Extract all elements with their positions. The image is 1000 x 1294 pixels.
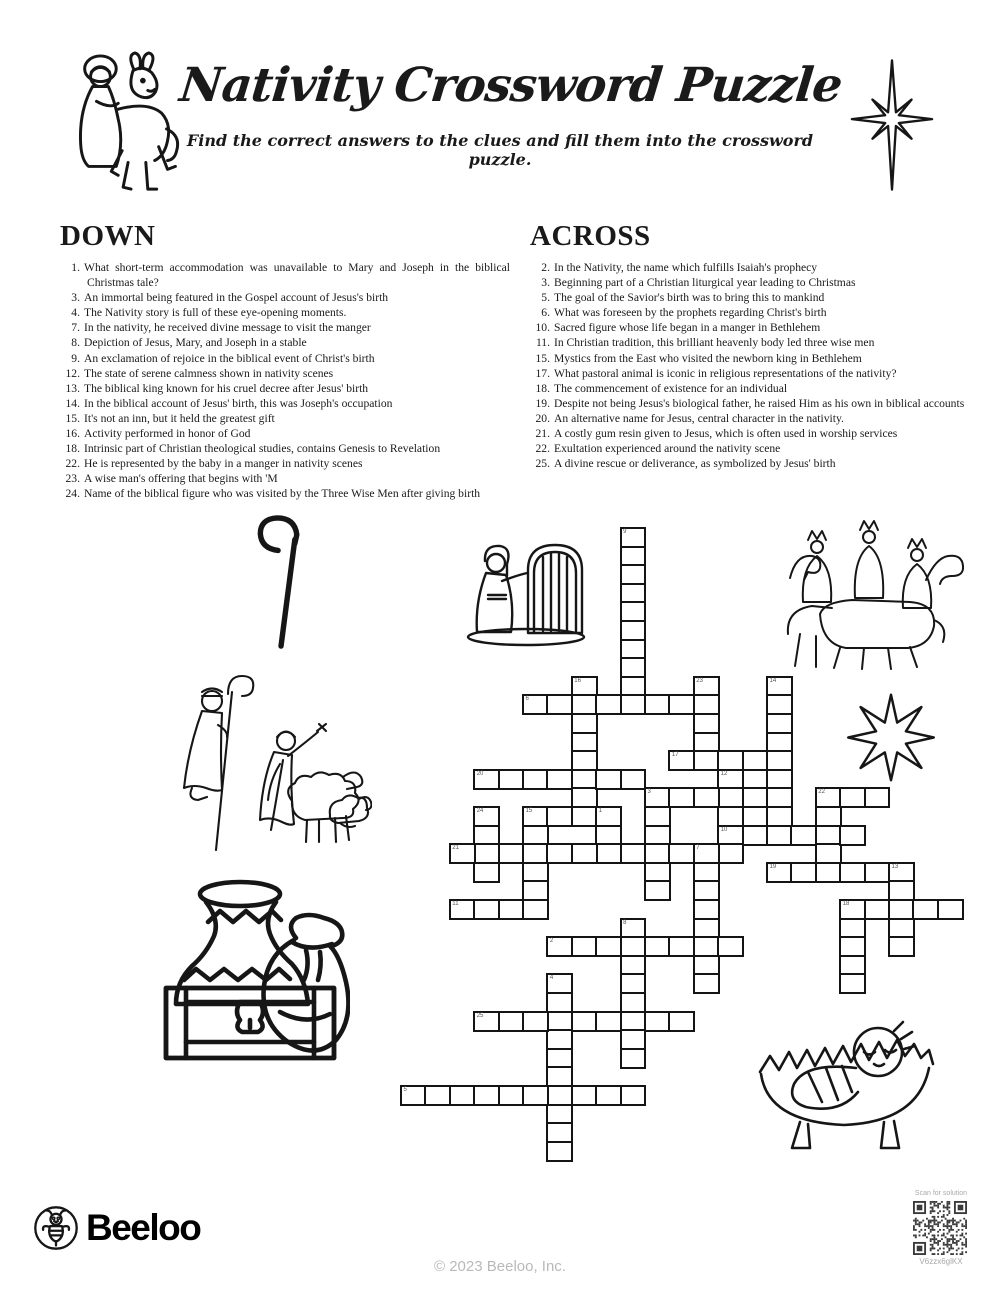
grid-cell[interactable] (546, 694, 573, 715)
grid-cell[interactable] (790, 825, 817, 846)
clue-number: 7. (71, 321, 80, 335)
clue-number: 14. (65, 396, 80, 410)
clue-number: 18. (65, 442, 80, 456)
grid-cell-number: 1 (598, 808, 603, 814)
grid-cell[interactable] (424, 1085, 451, 1106)
grid-cell[interactable] (620, 843, 647, 864)
grid-cell[interactable] (644, 694, 671, 715)
clue-number: 9. (71, 351, 80, 365)
grid-cell-number: 4 (549, 975, 554, 982)
clue-number: 24. (65, 487, 80, 501)
grid-cell[interactable] (595, 769, 622, 790)
grid-cell[interactable] (668, 750, 695, 771)
shepherd-crook-illustration (248, 512, 318, 650)
grid-cell-number: 9 (623, 529, 627, 535)
grid-cell[interactable] (644, 936, 671, 957)
copyright-text: © 2023 Beeloo, Inc. (434, 1258, 566, 1275)
grid-cell-number: 15 (525, 808, 533, 814)
grid-cell[interactable] (595, 1085, 622, 1106)
clue-item: 24. Name of the biblical figure who was visited by the Three Wise Men after giving birth (60, 486, 510, 501)
grid-cell[interactable] (595, 694, 622, 715)
clue-item: 8. Depiction of Jesus, Mary, and Joseph in a stable (60, 335, 510, 350)
grid-cell-number: 10 (720, 826, 728, 833)
clue-item: 14. In the biblical account of Jesus' birth, this was Joseph's occupation (60, 396, 510, 411)
clue-number: 13. (65, 381, 80, 395)
clue-item: 23. A wise man's offering that begins with 'M (60, 471, 510, 486)
qr-code-text: V6zzx6glKX (919, 1257, 963, 1266)
grid-cell[interactable] (742, 825, 769, 846)
grid-cell-number: 2 (549, 938, 554, 945)
grid-cell[interactable] (839, 787, 866, 808)
grid-cell[interactable] (668, 843, 695, 864)
grid-cell[interactable] (449, 843, 476, 864)
clue-item: 10. Sacred figure whose life began in a manger in Bethlehem (530, 320, 985, 335)
clue-item: 9. An exclamation of rejoice in the biblical event of Christ's birth (60, 351, 510, 366)
grid-cell[interactable] (522, 769, 549, 790)
clue-item: 18. Intrinsic part of Christian theological studies, contains Genesis to Revelation (60, 441, 510, 456)
grid-cell[interactable] (839, 862, 866, 883)
clue-item: 21. A costly gum resin given to Jesus, which is often used in worship services (530, 426, 985, 441)
grid-cell[interactable] (937, 899, 964, 920)
clue-number: 10. (535, 321, 550, 335)
grid-cell[interactable] (473, 1011, 500, 1032)
grid-cell[interactable] (766, 825, 793, 846)
clue-item: 17. What pastoral animal is iconic in religious representations of the nativity? (530, 366, 985, 381)
grid-cell[interactable] (595, 1011, 622, 1032)
grid-cell-number: 25 (476, 1012, 484, 1019)
grid-cell[interactable] (449, 899, 476, 920)
grid-cell[interactable] (571, 936, 598, 957)
clue-item: 4. The Nativity story is full of these eye-opening moments. (60, 305, 510, 320)
clue-number: 3. (541, 276, 550, 290)
clue-number: 16. (65, 427, 80, 441)
grid-cell-number: 5 (403, 1087, 407, 1093)
clue-number: 21. (535, 427, 550, 441)
grid-cell[interactable] (571, 806, 598, 827)
grid-cell[interactable] (790, 862, 817, 883)
clue-number: 22. (65, 457, 80, 471)
qr-code (913, 1201, 967, 1255)
grid-cell[interactable] (717, 843, 744, 864)
grid-cell[interactable] (668, 694, 695, 715)
beeloo-bee-logo-icon (33, 1205, 79, 1251)
grid-cell[interactable] (864, 787, 891, 808)
grid-cell[interactable] (546, 843, 573, 864)
grid-cell-number: 20 (476, 770, 484, 777)
grid-cell[interactable] (473, 1085, 500, 1106)
grid-cell-number: 7 (696, 845, 700, 852)
shepherds-with-sheep-illustration (170, 668, 372, 854)
clue-item: 5. The goal of the Savior's birth was to bring this to mankind (530, 290, 985, 305)
grid-cell[interactable] (620, 1048, 647, 1069)
grid-cell[interactable] (839, 825, 866, 846)
grid-cell[interactable] (498, 899, 525, 920)
grid-cell[interactable] (571, 1085, 598, 1106)
grid-cell[interactable] (498, 769, 525, 790)
brand-wordmark: Beeloo (86, 1207, 201, 1248)
clue-item: 15. Mystics from the East who visited the newborn king in Bethlehem (530, 351, 985, 366)
down-clues-section (60, 220, 510, 502)
grid-cell-number: 13 (891, 863, 899, 870)
grid-cell-number: 12 (720, 770, 728, 777)
across-clue-list (530, 260, 985, 471)
grid-cell[interactable] (912, 899, 939, 920)
clue-item: 6. What was foreseen by the prophets regarding Christ's birth (530, 305, 985, 320)
clue-number: 15. (535, 351, 550, 365)
grid-cell[interactable] (522, 1011, 549, 1032)
grid-cell[interactable] (595, 843, 622, 864)
clue-item: 18. The commencement of existence for an individual (530, 381, 985, 396)
grid-cell-number: 24 (476, 808, 484, 814)
clue-number: 2. (541, 261, 550, 274)
clue-item: 7. In the nativity, he received divine message to visit the manger (60, 320, 510, 335)
grid-cell[interactable] (400, 1085, 427, 1106)
grid-cell[interactable] (717, 936, 744, 957)
clue-number: 15. (65, 411, 80, 425)
grid-cell[interactable] (888, 936, 915, 957)
clue-number: 18. (535, 381, 550, 395)
clue-number: 20. (535, 411, 550, 425)
grid-cell[interactable] (522, 1085, 549, 1106)
grid-cell-number: 14 (769, 677, 777, 684)
bethlehem-star-icon (848, 55, 936, 195)
down-heading: DOWN (60, 220, 156, 252)
across-clues-section (530, 220, 985, 471)
clue-item: 20. An alternative name for Jesus, central character in the nativity. (530, 411, 985, 426)
grid-cell[interactable] (498, 843, 525, 864)
clue-item: 25. A divine rescue or deliverance, as symbolized by Jesus' birth (530, 456, 985, 471)
grid-cell-number: 8 (623, 919, 627, 926)
grid-cell[interactable] (839, 973, 866, 994)
clue-item: 16. Activity performed in honor of God (60, 426, 510, 441)
grid-cell[interactable] (546, 769, 573, 790)
grid-cell-number: 17 (671, 752, 679, 759)
clue-number: 4. (71, 306, 80, 320)
grid-cell[interactable] (595, 936, 622, 957)
grid-cell[interactable] (620, 694, 647, 715)
clue-item: 11. In Christian tradition, this brilliant heavenly body led three wise men (530, 335, 985, 350)
gifts-chest-vase-sack-illustration (148, 862, 350, 1064)
clue-number: 19. (535, 396, 550, 410)
clue-item: 2. In the Nativity, the name which fulfills Isaiah's prophecy (530, 260, 985, 275)
grid-cell[interactable] (522, 694, 549, 715)
grid-cell-number: 23 (696, 677, 703, 684)
scan-for-solution-label: Scan for solution (914, 1190, 968, 1197)
clue-number: 6. (541, 306, 550, 320)
clue-item: 22. He is represented by the baby in a manger in nativity scenes (60, 456, 510, 471)
grid-cell[interactable] (864, 899, 891, 920)
grid-cell-number: 22 (818, 789, 825, 796)
grid-cell[interactable] (571, 1011, 598, 1032)
grid-cell[interactable] (668, 787, 695, 808)
grid-cell[interactable] (815, 862, 842, 883)
grid-cell[interactable] (693, 787, 720, 808)
grid-cell[interactable] (473, 769, 500, 790)
clue-item: 12. The state of serene calmness shown in nativity scenes (60, 366, 510, 381)
grid-cell[interactable] (522, 899, 549, 920)
grid-cell[interactable] (644, 1011, 671, 1032)
across-heading: ACROSS (530, 220, 651, 252)
grid-cell[interactable] (498, 1011, 525, 1032)
clue-item: 13. The biblical king known for his cruel decree after Jesus' birth (60, 381, 510, 396)
grid-cell[interactable] (571, 843, 598, 864)
joseph-at-door-illustration (462, 532, 594, 652)
grid-cell[interactable] (742, 750, 769, 771)
clue-item: 1. What short-term accommodation was unavailable to Mary and Joseph in the biblical Christmas tale? (60, 260, 510, 290)
grid-cell[interactable] (546, 1141, 573, 1162)
clue-number: 17. (535, 366, 550, 380)
grid-cell-number: 11 (452, 901, 459, 907)
grid-cell[interactable] (449, 1085, 476, 1106)
grid-cell[interactable] (473, 899, 500, 920)
clue-item: 15. It's not an inn, but it held the greatest gift (60, 411, 510, 426)
grid-cell[interactable] (620, 769, 647, 790)
eight-point-star-icon (843, 690, 939, 785)
grid-cell[interactable] (644, 880, 671, 901)
clue-number: 8. (71, 336, 80, 350)
clue-number: 23. (65, 472, 80, 486)
grid-cell[interactable] (668, 1011, 695, 1032)
grid-cell-number: 19 (769, 863, 777, 870)
clue-item: 19. Despite not being Jesus's biological father, he raised Him as his own in biblical accounts (530, 396, 985, 411)
clue-number: 22. (535, 442, 550, 456)
grid-cell[interactable] (473, 862, 500, 883)
clue-item: 22. Exultation experienced around the nativity scene (530, 441, 985, 456)
clue-number: 3. (71, 291, 80, 305)
grid-cell-number: 18 (842, 901, 850, 907)
page-title: Nativity Crossword Puzzle (177, 58, 845, 113)
grid-cell-number: 6 (525, 696, 529, 703)
grid-cell[interactable] (693, 973, 720, 994)
clue-item: 3. Beginning part of a Christian liturgical year leading to Christmas (530, 275, 985, 290)
grid-cell[interactable] (742, 787, 769, 808)
grid-cell-number: 21 (452, 845, 459, 852)
grid-cell[interactable] (546, 936, 573, 957)
grid-cell[interactable] (546, 806, 573, 827)
grid-cell[interactable] (693, 750, 720, 771)
grid-cell-number: 3 (647, 789, 651, 796)
clue-item: 3. An immortal being featured in the Gospel account of Jesus's birth (60, 290, 510, 305)
page-subtitle: Find the correct answers to the clues and fill them into the crossword puzzle. (186, 131, 814, 169)
clue-number: 12. (65, 366, 80, 380)
clue-number: 5. (541, 291, 550, 305)
grid-cell[interactable] (766, 862, 793, 883)
down-clue-list (60, 260, 510, 502)
grid-cell[interactable] (498, 1085, 525, 1106)
baby-jesus-manger-illustration (748, 1000, 944, 1150)
clue-number: 1. (71, 261, 80, 274)
clue-number: 11. (535, 336, 550, 350)
clue-number: 25. (535, 457, 550, 471)
grid-cell-number: 16 (574, 677, 581, 684)
grid-cell[interactable] (864, 862, 891, 883)
grid-cell[interactable] (668, 936, 695, 957)
three-wise-men-camels-illustration (760, 518, 970, 670)
grid-cell[interactable] (620, 1085, 647, 1106)
